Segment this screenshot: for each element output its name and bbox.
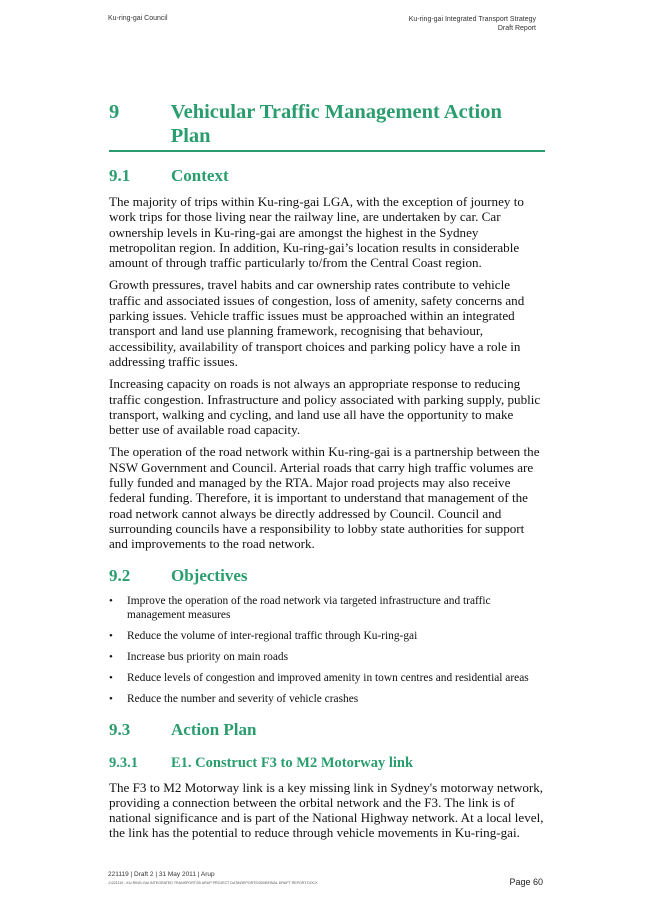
chapter-title: Vehicular Traffic Management Action Plan [170, 101, 502, 147]
section-number: 9.2 [109, 565, 131, 585]
subsection-title: E1. Construct F3 to M2 Motorway link [171, 754, 414, 771]
context-paragraph: The majority of trips within Ku-ring-gai LGA, with the exception of journey to work trips for those living near the railway line, are undertaken by car. Car ownership levels in Ku-ring-gai are amongst the highest in the Sydney metropolitan region. In addition, Ku-ring-gai’s location results in considerable amount of through traffic particularly to/from the Central Coast region. [109, 194, 524, 271]
section-title: Action Plan [171, 719, 257, 739]
objective-item [109, 692, 545, 706]
objective-item [109, 650, 545, 664]
chapter-heading [109, 100, 545, 152]
chapter-number: 9 [109, 101, 120, 123]
section-number: 9.1 [109, 166, 131, 185]
header-report-status: Draft Report [497, 25, 536, 32]
objective-text: Reduce the number and severity of vehicle crashes [127, 692, 359, 705]
subsection-heading [109, 754, 545, 772]
section-heading-objectives [109, 566, 545, 586]
section-title: Context [171, 166, 229, 185]
objective-text: Improve the operation of the road network via targeted infrastructure and traffic management measures [127, 594, 491, 621]
header-organization: Ku-ring-gai Council [108, 15, 168, 22]
context-paragraph: The operation of the road network within Ku-ring-gai is a partnership between the NSW Government and Council. Arterial roads that carry high traffic volumes are fully funded and managed by the RTA. Major road projects may also receive federal funding. Therefore, it is important to understand that management of the road network cannot always be directly addressed by Council. Council and surrounding councils have a responsibility to lobby state authorities for support and improvements to the road network. [109, 444, 540, 552]
objective-text: Reduce the volume of inter-regional traffic through Ku-ring-gai [127, 629, 418, 642]
objectives-list [109, 594, 545, 706]
context-paragraph: Increasing capacity on roads is not always an appropriate response to reducing traffic congestion. Infrastructure and policy associated with parking supply, public transport, walking and cycling, and land use all have the opportunity to make better use of available road capacity. [109, 376, 541, 438]
action-paragraph: The F3 to M2 Motorway link is a key missing link in Sydney's motorway network, providing a connection between the orbital network and the F3. The link is of national significance and is part of the National Highway network. At a local level, the link has the potential to reduce through vehicle movements in Ku-ring-gai. [109, 779, 544, 841]
objective-text: Reduce levels of congestion and improved amenity in town centres and residential areas [127, 671, 529, 684]
page-number: Page 60 [509, 877, 543, 887]
section-heading-context [109, 166, 545, 186]
footer-document-info: 221119 | Draft 2 | 31 May 2011 | Arup [108, 871, 215, 878]
objective-item [109, 594, 545, 622]
bullet-icon: • [109, 594, 113, 607]
bullet-icon: • [109, 692, 113, 705]
bullet-icon: • [109, 650, 113, 663]
context-paragraph: Growth pressures, travel habits and car ownership rates contribute to vehicle traffic and associated issues of congestion, loss of amenity, safety concerns and parking issues. Vehicle traffic issues must be approached within an integrated transport and land use planning framework, recognising that behaviour, accessibility, availability of transport choices and parking policy have a role in addressing traffic issues. [109, 277, 525, 369]
objective-item [109, 671, 545, 685]
page-body [109, 100, 545, 848]
subsection-number: 9.3.1 [109, 754, 138, 771]
header-document-title [409, 15, 536, 33]
objective-text: Increase bus priority on main roads [127, 650, 289, 663]
objective-item [109, 629, 545, 643]
header-report-name: Ku-ring-gai Integrated Transport Strategy [408, 16, 536, 23]
footer-file-path: J:\221119 - KU-RING-GAI INTEGRATED TRANSPORT\05 ARUP PROJECT DATA\REPORTS\0008\FINAL DRAFT REPORT.DOCX [108, 881, 318, 885]
section-number: 9.3 [109, 719, 131, 739]
bullet-icon: • [109, 671, 113, 684]
section-title: Objectives [171, 565, 248, 585]
section-heading-action-plan [109, 720, 545, 740]
bullet-icon: • [109, 629, 113, 642]
